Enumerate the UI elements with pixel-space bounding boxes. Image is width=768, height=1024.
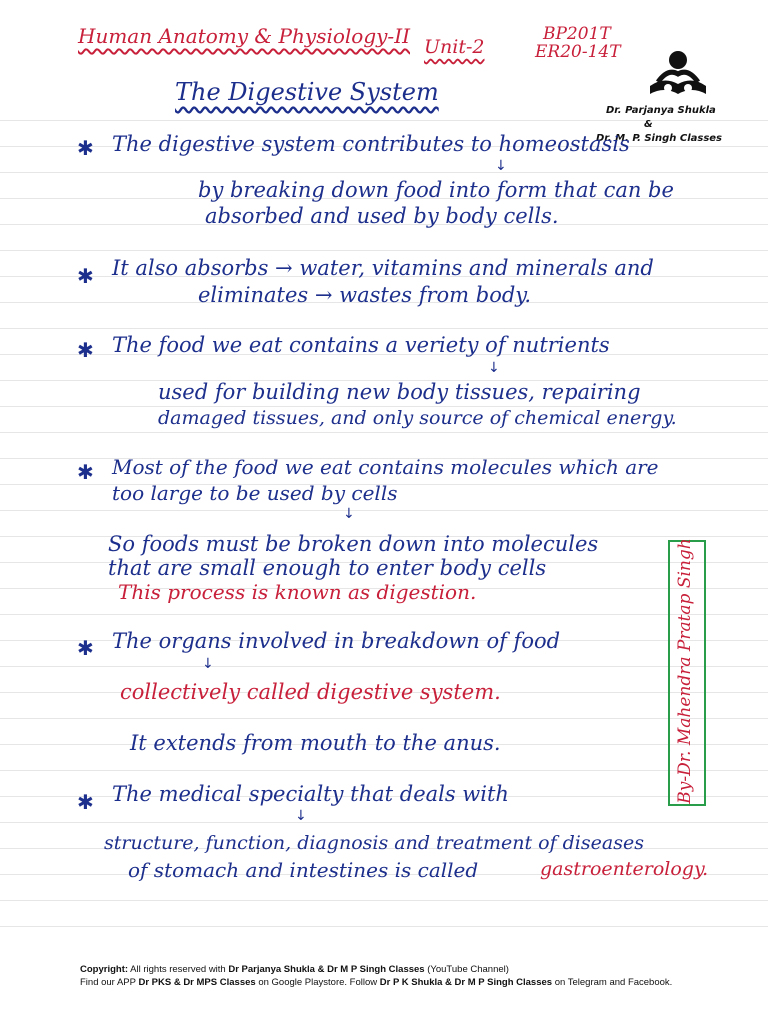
note-line: Most of the food we eat contains molecules which are bbox=[112, 455, 659, 479]
author-credit: By-Dr. Mahendra Pratap Singh bbox=[675, 538, 695, 804]
logo-name-2: Dr. M. P. Singh Classes bbox=[596, 133, 723, 144]
note-line: too large to be used by cells bbox=[112, 481, 398, 505]
down-arrow-icon: ↓ bbox=[202, 656, 214, 672]
note-line: It also absorbs → water, vitamins and minerals and bbox=[112, 256, 654, 280]
note-line: damaged tissues, and only source of chemical energy. bbox=[158, 407, 677, 429]
bullet-star-icon: ✱ bbox=[77, 338, 94, 362]
note-line: used for building new body tissues, repairing bbox=[158, 380, 641, 404]
page-title: The Digestive System bbox=[175, 78, 439, 106]
highlight-line: collectively called digestive system. bbox=[120, 680, 501, 704]
note-line: It extends from mouth to the anus. bbox=[130, 731, 501, 755]
copyright-label: Copyright: bbox=[80, 964, 129, 975]
bullet-star-icon: ✱ bbox=[77, 636, 94, 660]
note-line: that are small enough to enter body cells bbox=[108, 556, 547, 580]
highlight-term: gastroenterology. bbox=[540, 858, 709, 880]
ruled-line bbox=[0, 250, 768, 251]
ruled-line bbox=[0, 172, 768, 173]
course-code: BP201T bbox=[543, 24, 611, 44]
down-arrow-icon: ↓ bbox=[495, 158, 507, 174]
ruled-line bbox=[0, 718, 768, 719]
note-line: eliminates → wastes from body. bbox=[198, 283, 532, 307]
note-line: The organs involved in breakdown of food bbox=[112, 629, 561, 653]
ruled-line bbox=[0, 900, 768, 901]
bullet-star-icon: ✱ bbox=[77, 136, 94, 160]
bullet-star-icon: ✱ bbox=[77, 790, 94, 814]
footer-social-name: Dr P K Shukla & Dr M P Singh Classes bbox=[379, 977, 553, 988]
ruled-line bbox=[0, 432, 768, 433]
ruled-line bbox=[0, 666, 768, 667]
highlight-line: This process is known as digestion. bbox=[118, 580, 477, 604]
ruled-line bbox=[0, 510, 768, 511]
note-line: The digestive system contributes to homeostasis bbox=[112, 132, 630, 156]
ruled-line bbox=[0, 770, 768, 771]
note-line: absorbed and used by body cells. bbox=[205, 204, 559, 228]
down-arrow-icon: ↓ bbox=[343, 506, 355, 522]
unit-label: Unit-2 bbox=[424, 36, 485, 58]
bullet-star-icon: ✱ bbox=[77, 264, 94, 288]
ruled-line bbox=[0, 328, 768, 329]
note-line: of stomach and intestines is called bbox=[128, 858, 479, 882]
footer-line-2 bbox=[80, 977, 672, 988]
down-arrow-icon: ↓ bbox=[295, 808, 307, 824]
footer-line-1 bbox=[80, 964, 509, 975]
logo-name-1: Dr. Parjanya Shukla bbox=[606, 105, 716, 116]
footer-text: Find our APP bbox=[80, 977, 136, 988]
bullet-star-icon: ✱ bbox=[77, 460, 94, 484]
logo-amp: & bbox=[644, 119, 653, 130]
note-line: structure, function, diagnosis and treatment of diseases bbox=[104, 832, 644, 854]
footer-text: (YouTube Channel) bbox=[427, 964, 509, 975]
footer-text: on Google Playstore. Follow bbox=[258, 977, 378, 988]
footer-text: on Telegram and Facebook. bbox=[554, 977, 673, 988]
note-line: So foods must be broken down into molecules bbox=[108, 532, 599, 556]
ruled-line bbox=[0, 926, 768, 927]
note-line: by breaking down food into form that can be bbox=[198, 178, 674, 202]
course-title: Human Anatomy & Physiology-II bbox=[78, 24, 410, 48]
note-line: The medical specialty that deals with bbox=[112, 782, 509, 806]
note-line: The food we eat contains a veriety of nutrients bbox=[112, 333, 610, 357]
footer-app-name: Dr PKS & Dr MPS Classes bbox=[138, 977, 256, 988]
footer-text: All rights reserved with bbox=[130, 964, 226, 975]
ruled-line bbox=[0, 614, 768, 615]
book-reader-logo-icon bbox=[628, 42, 728, 102]
footer-brand: Dr Parjanya Shukla & Dr M P Singh Classes bbox=[228, 964, 425, 975]
ruled-line bbox=[0, 822, 768, 823]
regulation-code: ER20-14T bbox=[535, 42, 621, 62]
down-arrow-icon: ↓ bbox=[488, 360, 500, 376]
